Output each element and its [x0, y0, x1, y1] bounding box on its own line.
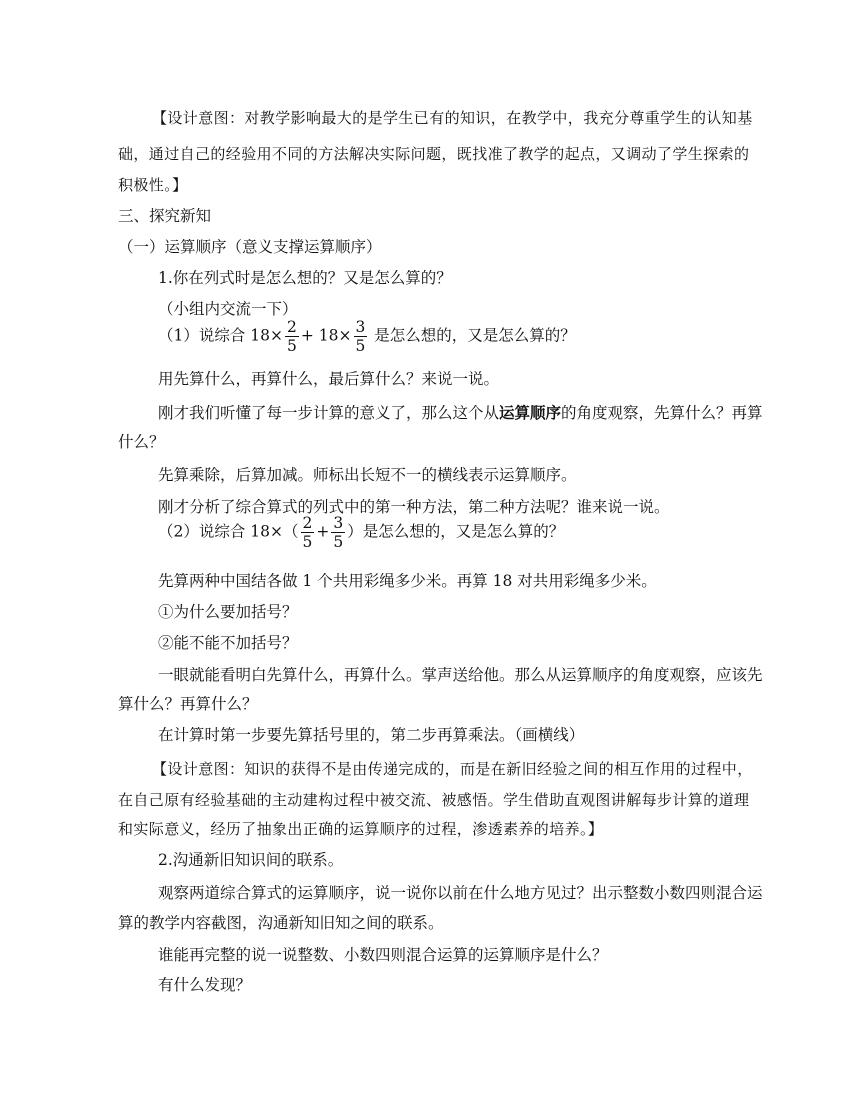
question-bracket-2: ②能不能不加括号？	[158, 634, 298, 652]
paragraph-first: 先算乘除，后算加减。师标出长短不一的横线表示运算顺序。	[158, 466, 577, 484]
paragraph-found: 有什么发现？	[158, 976, 252, 994]
paragraph-observe-line-1: 观察两道综合算式的运算顺序，说一说你以前在什么地方见过？出示整数小数四则混合运	[158, 884, 763, 902]
fraction-denominator: 5	[355, 337, 366, 355]
paragraph-glance-line-1: 一眼就能看明白先算什么，再算什么。掌声送给他。那么从运算顺序的角度观察，应该先	[158, 666, 763, 684]
operation-order-bold: 运算顺序	[499, 404, 562, 422]
design-intent-2-line-3: 和实际意义，经历了抽象出正确的运算顺序的过程，渗透素养的培养。】	[118, 820, 604, 838]
section-heading: 三、探究新知	[118, 207, 212, 225]
fraction-two-fifths	[301, 514, 315, 551]
expression-1-prefix: （1）说综合 18×	[158, 326, 283, 345]
design-intent-1-line-2: 础，通过自己的经验用不同的方法解决实际问题，既找准了教学的起点，又调动了学生探索的	[118, 145, 750, 163]
question-bracket-1: ①为什么要加括号？	[158, 603, 298, 621]
paragraph-meaning-line-2: 什么？	[118, 433, 165, 451]
fraction-two-fifths	[285, 318, 299, 355]
fraction-three-fifths	[354, 318, 368, 355]
fraction-numerator: 2	[287, 318, 297, 336]
paragraph-meaning-before: 刚才我们听懂了每一步计算的意义了，那么这个从	[158, 404, 500, 422]
fraction-denominator: 5	[287, 337, 297, 355]
design-intent-2-line-1: 【设计意图：知识的获得不是由传递完成的，而是在新旧经验之间的相互作用的过程中，	[152, 760, 753, 778]
fraction-denominator: 5	[302, 533, 313, 551]
paragraph-glance-line-2: 算什么？再算什么？	[118, 695, 258, 713]
expression-2-suffix: ）是怎么想的，又是怎么算的？	[347, 522, 565, 541]
fraction-denominator: 5	[333, 533, 344, 551]
design-intent-1-line-3: 积极性。】	[118, 176, 188, 194]
design-intent-1-line-1: 【设计意图：对教学影响最大的是学生已有的知识，在教学中，我充分尊重学生的认知基	[152, 109, 753, 127]
expression-1-line	[158, 318, 576, 355]
paragraph-observe-line-2: 算的教学内容截图，沟通新知旧知之间的联系。	[118, 914, 444, 932]
paragraph-rope: 先算两种中国结各做 1 个共用彩绳多少米。再算 18 对共用彩绳多少米。	[158, 572, 657, 590]
expression-2-prefix: （2）说综合 18×（	[158, 522, 299, 541]
expression-2-line	[158, 514, 564, 551]
paragraph-meaning-line-1	[158, 403, 763, 423]
expression-1-mid: + 18×	[300, 326, 352, 345]
group-discussion-note: （小组内交流一下）	[158, 300, 298, 318]
subsection-heading: （一）运算顺序（意义支撑运算顺序）	[118, 238, 382, 256]
fraction-three-fifths	[331, 514, 345, 551]
fraction-numerator: 3	[355, 318, 366, 336]
fraction-numerator: 3	[333, 514, 344, 532]
paragraph-calc: 在计算时第一步要先算括号里的，第二步再算乘法。（画横线）	[158, 726, 585, 744]
paragraph-complete: 谁能再完整的说一说整数、小数四则混合运算的运算顺序是什么？	[158, 946, 608, 964]
paragraph-order: 用先算什么，再算什么，最后算什么？来说一说。	[158, 370, 500, 388]
design-intent-2-line-2: 在自己原有经验基础的主动建构过程中被交流、被感悟。学生借助直观图讲解每步计算的道理	[118, 791, 750, 809]
question-1: 1.你在列式时是怎么想的？又是怎么算的？	[158, 269, 452, 287]
paragraph-second: 刚才分析了综合算式的列式中的第一种方法，第二种方法呢？谁来说一说。	[158, 498, 670, 516]
fraction-numerator: 2	[302, 514, 313, 532]
expression-1-suffix: 是怎么想的，又是怎么算的？	[369, 326, 576, 345]
question-2: 2.沟通新旧知识间的联系。	[158, 851, 344, 869]
paragraph-meaning-after: 的角度观察，先算什么？再算	[561, 404, 763, 422]
expression-2-mid: +	[316, 522, 330, 541]
